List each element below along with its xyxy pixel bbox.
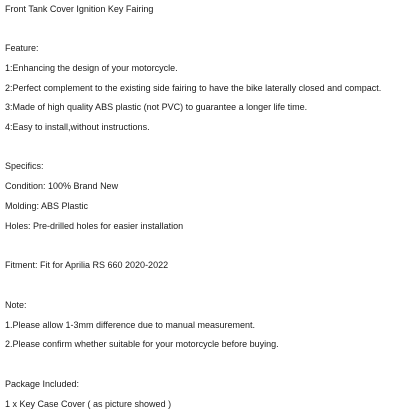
package-item: 1 x Key Case Cover ( as picture showed ) <box>5 399 172 409</box>
spec-molding: Molding: ABS Plastic <box>5 201 89 211</box>
package-heading: Package Included: <box>5 379 80 389</box>
note-item-2: 2.Please confirm whether suitable for your motorcycle before buying. <box>5 339 279 349</box>
feature-item-2: 2:Perfect complement to the existing side fairing to have the bike laterally closed and compact. <box>5 83 382 93</box>
note-item-1: 1.Please allow 1-3mm difference due to manual measurement. <box>5 320 255 330</box>
feature-item-3: 3:Made of high quality ABS plastic (not PVC) to guarantee a longer life time. <box>5 102 308 112</box>
feature-item-1: 1:Enhancing the design of your motorcycle. <box>5 63 178 73</box>
product-title: Front Tank Cover Ignition Key Fairing <box>5 4 154 14</box>
feature-heading: Feature: <box>5 43 39 53</box>
feature-item-4: 4:Easy to install,without instructions. <box>5 122 150 132</box>
spec-holes: Holes: Pre-drilled holes for easier installation <box>5 221 184 231</box>
note-heading: Note: <box>5 300 27 310</box>
fitment-text: Fitment: Fit for Aprilia RS 660 2020-2022 <box>5 260 169 270</box>
spec-condition: Condition: 100% Brand New <box>5 181 119 191</box>
specifics-heading: Specifics: <box>5 161 44 171</box>
